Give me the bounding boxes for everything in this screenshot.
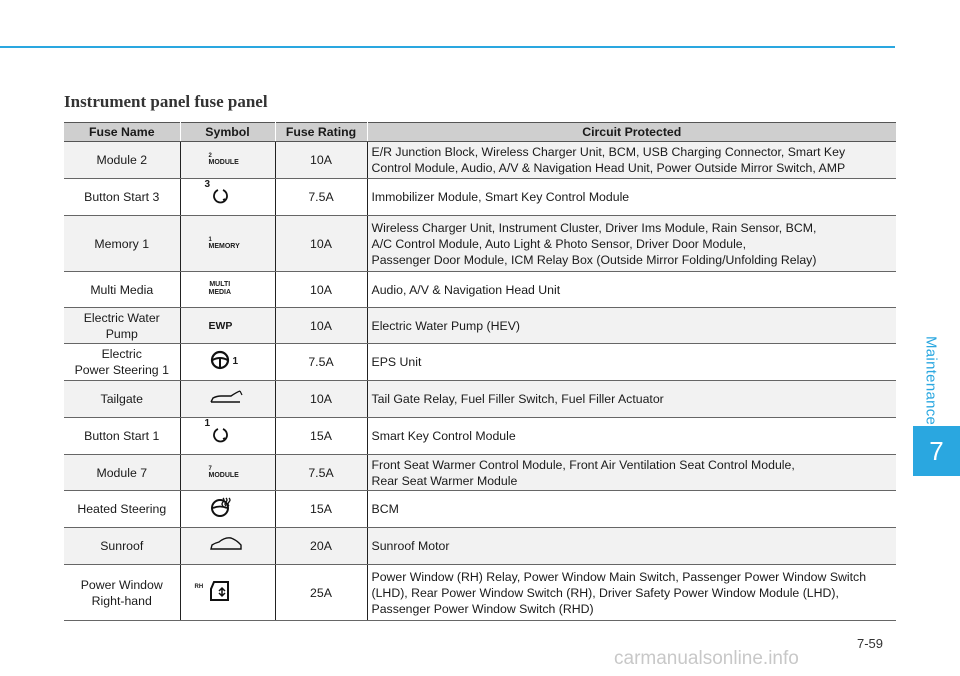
fuse-name-cell — [64, 344, 180, 381]
fuse-name-line: Pump — [105, 326, 138, 341]
fuse-name-line: Module 2 — [96, 153, 148, 167]
fuse-rating-cell: 25A — [275, 565, 367, 621]
side-section-label: Maintenance — [922, 336, 940, 426]
circuit-protected-cell — [367, 491, 896, 528]
steering-wheel-icon — [209, 350, 239, 374]
circuit-protected-cell — [367, 344, 896, 381]
fuse-name-line: Heated Steering — [77, 502, 167, 516]
symbol-cell — [180, 418, 275, 455]
power-window-icon — [194, 581, 231, 605]
page-number: 7-59 — [857, 636, 884, 651]
fuse-rating-cell: 7.5A — [275, 455, 367, 491]
table-row — [64, 565, 896, 621]
circuit-protected-cell — [367, 455, 896, 491]
table-row — [64, 216, 896, 272]
header-fuse-name: Fuse Name — [64, 123, 180, 142]
fuse-symbol-number: 1 — [208, 236, 212, 243]
fuse-name-cell — [64, 455, 180, 491]
circuit-line: Tail Gate Relay, Fuel Filler Switch, Fuel Filler Actuator — [371, 392, 664, 406]
symbol-cell — [180, 272, 275, 308]
fuse-name-line: Module 7 — [96, 465, 148, 480]
circuit-protected-cell — [367, 308, 896, 344]
symbol-cell — [180, 455, 275, 491]
watermark: carmanualsonline.info — [614, 648, 799, 669]
circuit-line: Rear Seat Warmer Module — [371, 473, 518, 488]
table-header-row — [64, 123, 896, 142]
circuit-line: E/R Junction Block, Wireless Charger Unit, BCM, USB Charging Connector, Smart Key — [371, 145, 846, 159]
fuse-name-cell — [64, 142, 180, 179]
heated-steering-icon — [209, 496, 233, 522]
symbol-cell — [180, 528, 275, 565]
symbol-cell — [180, 216, 275, 272]
table-row — [64, 381, 896, 418]
table-row — [64, 142, 896, 179]
circuit-line: Electric Water Pump (HEV) — [371, 318, 520, 333]
fuse-rating-cell: 10A — [275, 272, 367, 308]
power-button-icon — [204, 418, 231, 448]
fuse-name-line: Tailgate — [100, 392, 143, 406]
fuse-name-line: Power Window — [80, 577, 163, 592]
top-rule — [0, 46, 895, 48]
header-symbol: Symbol — [180, 123, 275, 142]
fuse-name-line: Sunroof — [100, 539, 144, 553]
sunroof-car-icon — [209, 535, 243, 557]
circuit-protected-cell — [367, 179, 896, 216]
fuse-name-line: Button Start 1 — [84, 429, 160, 443]
fuse-name-cell — [64, 179, 180, 216]
symbol-cell — [180, 344, 275, 381]
fuse-symbol-label — [209, 281, 232, 297]
fuse-name-cell — [64, 565, 180, 621]
table-row — [64, 418, 896, 455]
fuse-symbol-line: MULTI — [209, 281, 231, 288]
fuse-symbol-number: 1 — [232, 356, 239, 367]
fuse-name-line: Electric — [101, 347, 142, 361]
fuse-rating-cell: 7.5A — [275, 344, 367, 381]
fuse-name-line: Memory 1 — [94, 236, 150, 251]
circuit-line: Passenger Power Window Switch (RHD) — [371, 601, 594, 616]
symbol-cell — [180, 565, 275, 621]
fuse-rating-cell: 10A — [275, 381, 367, 418]
circuit-line: Passenger Door Module, ICM Relay Box (Outside Mirror Folding/Unfolding Relay) — [371, 252, 817, 267]
fuse-symbol-label — [209, 466, 239, 480]
table-row — [64, 491, 896, 528]
fuse-rating-cell: 7.5A — [275, 179, 367, 216]
fuse-rating-cell: 15A — [275, 491, 367, 528]
chapter-tab: 7 — [913, 426, 960, 476]
fuse-name-cell — [64, 528, 180, 565]
fuse-symbol-number: 2 — [208, 153, 212, 159]
table-row — [64, 272, 896, 308]
circuit-protected-cell — [367, 418, 896, 455]
table-row — [64, 179, 896, 216]
fuse-name-cell — [64, 272, 180, 308]
circuit-protected-cell — [367, 272, 896, 308]
fuse-symbol-label: EWP — [208, 320, 233, 332]
section-title: Instrument panel fuse panel — [64, 92, 268, 111]
fuse-symbol-number: 3 — [204, 179, 211, 190]
fuse-rating-cell: 20A — [275, 528, 367, 565]
power-button-icon — [204, 179, 231, 209]
header-fuse-rating: Fuse Rating — [275, 123, 367, 142]
fuse-symbol-text: MODULE — [208, 159, 239, 166]
circuit-line: Wireless Charger Unit, Instrument Cluster, Driver Ims Module, Rain Sensor, BCM, — [371, 220, 817, 235]
circuit-protected-cell — [367, 142, 896, 179]
fuse-symbol-line: MEDIA — [208, 289, 232, 296]
fuse-symbol-label — [209, 153, 239, 167]
circuit-line: (LHD), Rear Power Window Switch (RH), Driver Safety Power Window Module (LHD), — [371, 585, 839, 600]
fuse-name-line: Electric Water — [83, 310, 160, 325]
symbol-cell — [180, 142, 275, 179]
fuse-symbol-text: MODULE — [208, 471, 239, 479]
table-row — [64, 528, 896, 565]
fuse-symbol-text: MEMORY — [208, 242, 240, 250]
fuse-symbol-number: 1 — [204, 418, 211, 429]
circuit-protected-cell — [367, 528, 896, 565]
circuit-protected-cell — [367, 381, 896, 418]
header-circuit-protected: Circuit Protected — [367, 123, 896, 142]
circuit-line: Control Module, Audio, A/V & Navigation Head Unit, Power Outside Mirror Switch, AMP — [371, 161, 846, 175]
circuit-line: Immobilizer Module, Smart Key Control Module — [371, 190, 630, 204]
fuse-table — [64, 122, 896, 621]
fuse-rating-cell: 10A — [275, 142, 367, 179]
fuse-symbol-label — [209, 237, 240, 251]
fuse-rating-cell: 10A — [275, 308, 367, 344]
fuse-name-line: Right-hand — [91, 593, 152, 608]
circuit-line: EPS Unit — [371, 355, 422, 369]
circuit-line: Power Window (RH) Relay, Power Window Main Switch, Passenger Power Window Switch — [371, 569, 867, 584]
symbol-cell — [180, 308, 275, 344]
symbol-cell — [180, 381, 275, 418]
tailgate-car-icon — [209, 388, 243, 410]
table-row — [64, 455, 896, 491]
fuse-name-cell — [64, 418, 180, 455]
circuit-line: Front Seat Warmer Control Module, Front Air Ventilation Seat Control Module, — [371, 457, 795, 472]
fuse-symbol-number: RH — [194, 583, 204, 590]
fuse-symbol-number: 7 — [208, 465, 212, 472]
fuse-name-line: Power Steering 1 — [74, 363, 169, 377]
table-row — [64, 308, 896, 344]
table-row — [64, 344, 896, 381]
fuse-name-line: Multi Media — [90, 282, 154, 297]
circuit-line: Audio, A/V & Navigation Head Unit — [371, 282, 561, 297]
circuit-line: A/C Control Module, Auto Light & Photo Sensor, Driver Door Module, — [371, 236, 747, 251]
circuit-line: Sunroof Motor — [371, 539, 450, 553]
fuse-name-cell — [64, 491, 180, 528]
fuse-name-cell — [64, 216, 180, 272]
circuit-protected-cell — [367, 565, 896, 621]
symbol-cell — [180, 491, 275, 528]
circuit-protected-cell — [367, 216, 896, 272]
fuse-rating-cell: 15A — [275, 418, 367, 455]
fuse-name-line: Button Start 3 — [84, 190, 160, 204]
fuse-name-cell — [64, 308, 180, 344]
circuit-line: Smart Key Control Module — [371, 429, 516, 443]
fuse-name-cell — [64, 381, 180, 418]
circuit-line: BCM — [371, 502, 399, 516]
symbol-cell — [180, 179, 275, 216]
fuse-rating-cell: 10A — [275, 216, 367, 272]
